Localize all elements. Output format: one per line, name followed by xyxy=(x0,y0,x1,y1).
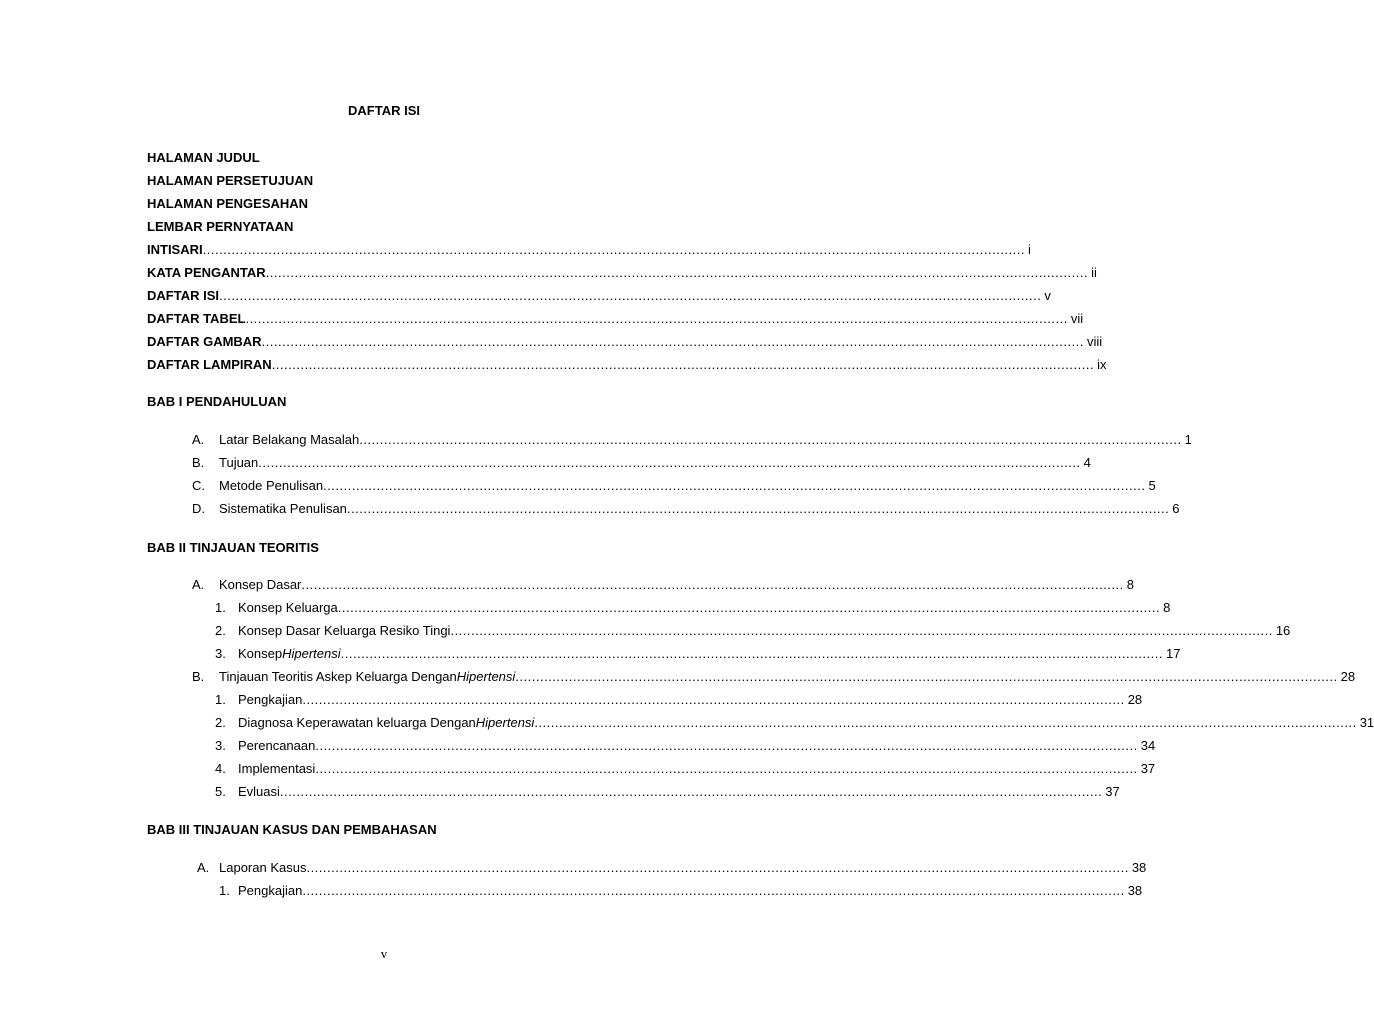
toc-entry-label: Tujuan xyxy=(219,455,259,470)
toc-entry-page: 31 xyxy=(1359,715,1374,730)
toc-heading: HALAMAN PERSETUJUAN xyxy=(147,173,314,188)
toc-entry[interactable] xyxy=(147,333,1103,351)
toc-entry-label: Pengkajian xyxy=(238,692,303,707)
toc-entry-label: Pengkajian xyxy=(238,883,303,898)
toc-entry-label: Konsep Dasar xyxy=(219,577,302,592)
toc-entry-number: 1. xyxy=(219,883,230,898)
toc-entry-number: 2. xyxy=(215,623,226,638)
chapter-heading: BAB II TINJAUAN TEORITIS xyxy=(147,540,319,555)
toc-entry-number: A. xyxy=(192,577,205,592)
dot-leader: ........................................................................................................................................................................................................ xyxy=(315,738,1138,753)
chapter-heading: BAB I PENDAHULUAN xyxy=(147,394,287,409)
toc-entry-label: INTISARI xyxy=(147,242,203,257)
toc-entry-label: DAFTAR GAMBAR xyxy=(147,334,262,349)
toc-entry[interactable] xyxy=(192,477,1156,495)
dot-leader: ........................................................................................................................................................................................................ xyxy=(202,242,1025,257)
toc-entry-page: 17 xyxy=(1166,646,1181,661)
chapter-heading: BAB III TINJAUAN KASUS DAN PEMBAHASAN xyxy=(147,822,437,837)
toc-entry-number: 1. xyxy=(215,600,226,615)
toc-entry-label: Evluasi xyxy=(238,784,280,799)
toc-entry-label: Konsep xyxy=(238,646,283,661)
dot-leader: ........................................................................................................................................................................................................ xyxy=(265,265,1089,280)
toc-entry-page: vii xyxy=(1070,311,1084,326)
toc-entry-number: B. xyxy=(192,455,205,470)
dot-leader: ........................................................................................................................................................................................................ xyxy=(346,501,1170,516)
dot-leader: ........................................................................................................................................................................................................ xyxy=(261,334,1084,349)
toc-entry[interactable] xyxy=(215,622,1291,640)
toc-entry-label: Latar Belakang Masalah xyxy=(219,432,360,447)
toc-entry-label: DAFTAR ISI xyxy=(147,288,219,303)
toc-entry[interactable] xyxy=(215,599,1171,617)
toc-entry[interactable] xyxy=(147,241,1031,259)
toc-entry[interactable] xyxy=(192,431,1192,449)
toc-entry-page: 4 xyxy=(1083,455,1091,470)
toc-entry-number: A. xyxy=(192,432,205,447)
toc-entry-page: viii xyxy=(1086,334,1103,349)
toc-entry[interactable] xyxy=(192,500,1180,518)
toc-entry-page: 28 xyxy=(1340,669,1356,684)
dot-leader: ........................................................................................................................................................................................................ xyxy=(302,883,1125,898)
toc-entry-page: 28 xyxy=(1127,692,1143,707)
toc-entry[interactable] xyxy=(215,691,1143,709)
toc-entry-number: 2. xyxy=(215,715,226,730)
toc-entry-page: 5 xyxy=(1148,478,1156,493)
toc-entry[interactable] xyxy=(147,310,1084,328)
toc-entry-label: Diagnosa Keperawatan keluarga Dengan xyxy=(238,715,476,730)
toc-entry-label: Laporan Kasus xyxy=(219,860,307,875)
toc-entry-label-italic: Hipertensi xyxy=(456,669,516,684)
toc-entry-page: 8 xyxy=(1163,600,1171,615)
toc-entry-page: 37 xyxy=(1140,761,1156,776)
dot-leader: ........................................................................................................................................................................................................ xyxy=(302,692,1125,707)
toc-entry-page: 6 xyxy=(1172,501,1180,516)
toc-entry-page: 38 xyxy=(1131,860,1147,875)
toc-entry[interactable] xyxy=(215,760,1156,778)
toc-entry-number: 1. xyxy=(215,692,226,707)
page-title: DAFTAR ISI xyxy=(348,103,420,118)
toc-heading: HALAMAN JUDUL xyxy=(147,150,260,165)
dot-leader: ........................................................................................................................................................................................................ xyxy=(340,646,1163,661)
toc-entry-page: ix xyxy=(1097,357,1107,372)
toc-entry[interactable] xyxy=(215,737,1156,755)
dot-leader: ........................................................................................................................................................................................................ xyxy=(359,432,1182,447)
toc-entry-label: Sistematika Penulisan xyxy=(219,501,347,516)
toc-entry-page: v xyxy=(1044,288,1051,303)
toc-heading: HALAMAN PENGESAHAN xyxy=(147,196,309,211)
dot-leader: ........................................................................................................................................................................................................ xyxy=(534,715,1357,730)
dot-leader: ........................................................................................................................................................................................................ xyxy=(337,600,1161,615)
toc-entry-page: 8 xyxy=(1126,577,1134,592)
toc-entry-label: DAFTAR TABEL xyxy=(147,311,246,326)
toc-entry-page: 16 xyxy=(1275,623,1291,638)
toc-entry-label: Konsep Keluarga xyxy=(238,600,338,615)
toc-entry-label: Perencanaan xyxy=(238,738,316,753)
toc-entry[interactable] xyxy=(147,264,1097,282)
toc-entry[interactable] xyxy=(215,783,1120,801)
toc-entry-label: Metode Penulisan xyxy=(219,478,324,493)
toc-entry[interactable] xyxy=(215,645,1181,663)
toc-entry-label-italic: Hipertensi xyxy=(475,715,535,730)
toc-entry-label: Implementasi xyxy=(238,761,316,776)
dot-leader: ........................................................................................................................................................................................................ xyxy=(306,860,1129,875)
dot-leader: ........................................................................................................................................................................................................ xyxy=(245,311,1068,326)
dot-leader: ........................................................................................................................................................................................................ xyxy=(323,478,1146,493)
toc-entry[interactable] xyxy=(192,668,1356,686)
toc-entry-number: 3. xyxy=(215,738,226,753)
toc-entry-page: 34 xyxy=(1140,738,1156,753)
toc-entry-number: C. xyxy=(192,478,205,493)
toc-entry[interactable] xyxy=(215,714,1374,732)
dot-leader: ........................................................................................................................................................................................................ xyxy=(218,288,1042,303)
dot-leader: ........................................................................................................................................................................................................ xyxy=(515,669,1338,684)
toc-entry-page: 37 xyxy=(1105,784,1120,799)
dot-leader: ........................................................................................................................................................................................................ xyxy=(279,784,1103,799)
toc-entry-label: Tinjauan Teoritis Askep Keluarga Dengan xyxy=(219,669,457,684)
toc-entry-number: B. xyxy=(192,669,205,684)
toc-entry-label: DAFTAR LAMPIRAN xyxy=(147,357,272,372)
dot-leader: ........................................................................................................................................................................................................ xyxy=(450,623,1273,638)
toc-entry-number: 3. xyxy=(215,646,226,661)
toc-entry[interactable] xyxy=(192,576,1134,594)
toc-entry[interactable] xyxy=(219,882,1143,900)
toc-entry-number: D. xyxy=(192,501,205,516)
toc-entry-label: KATA PENGANTAR xyxy=(147,265,266,280)
dot-leader: ........................................................................................................................................................................................................ xyxy=(301,577,1124,592)
toc-entry-number: A. xyxy=(197,860,210,875)
toc-entry-page: 1 xyxy=(1184,432,1192,447)
toc-heading: LEMBAR PERNYATAAN xyxy=(147,219,294,234)
toc-entry-label: Konsep Dasar Keluarga Resiko Tingi xyxy=(238,623,451,638)
toc-entry[interactable] xyxy=(147,356,1107,374)
page-number: v xyxy=(380,946,388,961)
toc-entry-page: i xyxy=(1028,242,1031,257)
dot-leader: ........................................................................................................................................................................................................ xyxy=(315,761,1138,776)
toc-entry-number: 4. xyxy=(215,761,226,776)
toc-entry[interactable] xyxy=(147,287,1051,305)
toc-entry-number: 5. xyxy=(215,784,226,799)
toc-entry-label-italic: Hipertensi xyxy=(282,646,341,661)
toc-entry[interactable] xyxy=(197,859,1147,877)
toc-entry-page: ii xyxy=(1091,265,1097,280)
toc-entry[interactable] xyxy=(192,454,1091,472)
toc-entry-page: 38 xyxy=(1127,883,1143,898)
dot-leader: ........................................................................................................................................................................................................ xyxy=(271,357,1095,372)
dot-leader: ........................................................................................................................................................................................................ xyxy=(258,455,1081,470)
